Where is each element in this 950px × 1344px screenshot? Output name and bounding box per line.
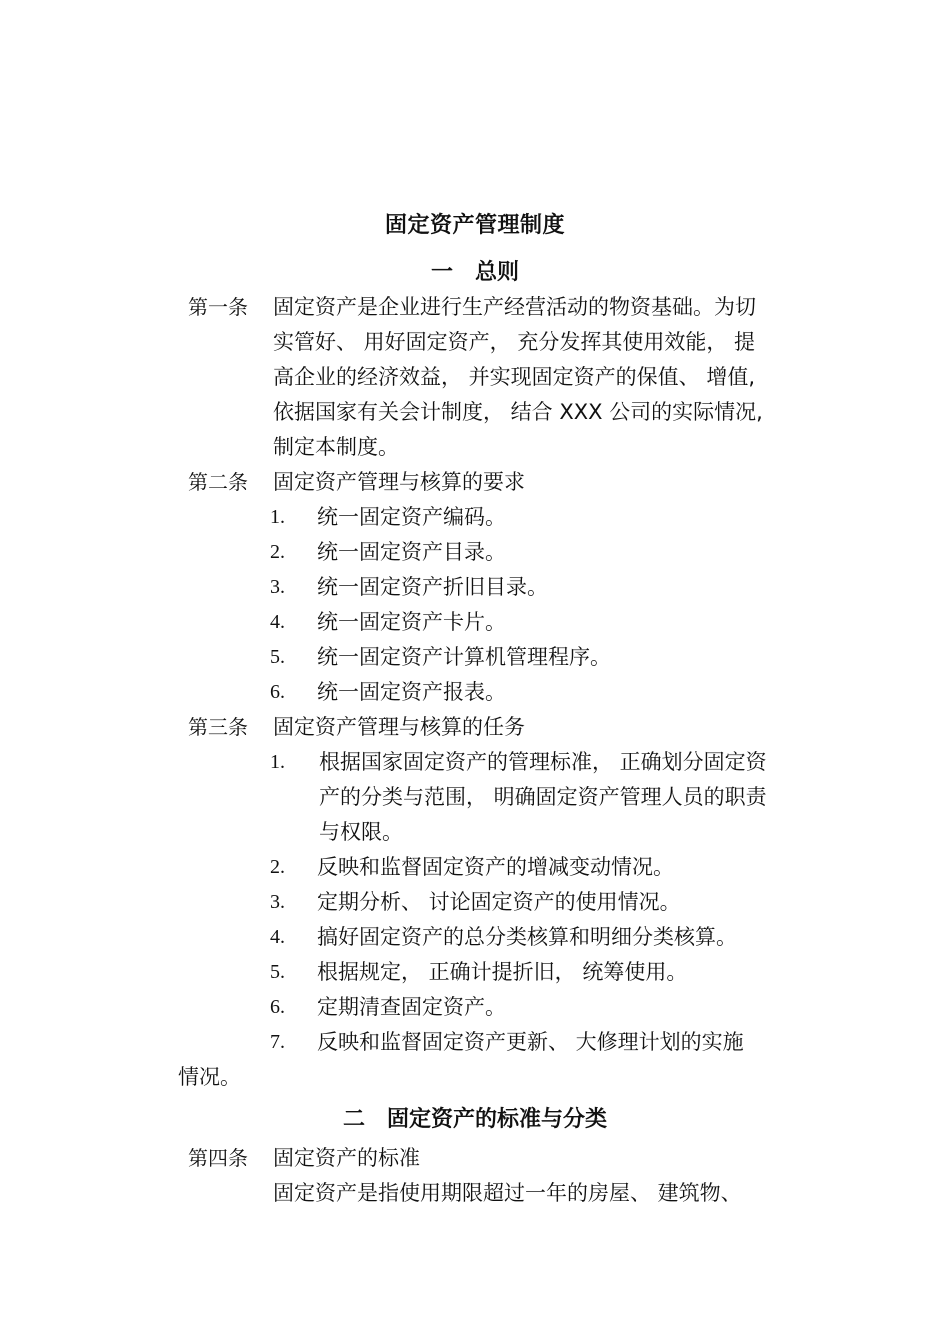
- section-label: 总则: [475, 260, 520, 285]
- list-item: 搞好固定资产的总分类核算和明细分类核算。: [317, 925, 737, 949]
- list-item: 统一固定资产目录。: [317, 540, 506, 564]
- section-heading-2: [0, 1102, 950, 1133]
- list-item-number: 5.: [270, 961, 285, 983]
- article-label: 第一条: [188, 295, 248, 319]
- article-line: 依据国家有关会计制度， 结合 XXX 公司的实际情况,: [273, 400, 763, 424]
- list-item: 统一固定资产折旧目录。: [317, 575, 548, 599]
- list-item-number: 2.: [270, 856, 285, 878]
- article-line: 高企业的经济效益， 并实现固定资产的保值、 增值,: [273, 365, 756, 389]
- list-item-number: 2.: [270, 541, 285, 563]
- list-item: 定期分析、 讨论固定资产的使用情况。: [317, 890, 681, 914]
- list-item-number: 6.: [270, 681, 285, 703]
- article-label: 第三条: [188, 715, 248, 739]
- list-item-continuation: 与权限。: [319, 820, 403, 844]
- article-label: 第二条: [188, 470, 248, 494]
- list-item-number: 5.: [270, 646, 285, 668]
- section-number: 一: [430, 260, 453, 285]
- article-line: 制定本制度。: [273, 435, 399, 459]
- list-item-number: 4.: [270, 926, 285, 948]
- list-item-number: 3.: [270, 891, 285, 913]
- article-label: 第四条: [188, 1146, 248, 1170]
- list-item-number: 7.: [270, 1031, 285, 1053]
- list-item-number: 3.: [270, 576, 285, 598]
- article-heading: 固定资产管理与核算的要求: [273, 470, 525, 494]
- list-item: 统一固定资产卡片。: [317, 610, 506, 634]
- section-number: 二: [342, 1107, 365, 1132]
- list-item-number: 1.: [270, 751, 285, 773]
- list-item: 反映和监督固定资产更新、 大修理计划的实施: [317, 1030, 744, 1054]
- article-line: 实管好、 用好固定资产， 充分发挥其使用效能， 提: [273, 330, 756, 354]
- section-label: 固定资产的标准与分类: [387, 1107, 608, 1132]
- section-heading-1: [0, 255, 950, 286]
- list-item: 定期清查固定资产。: [317, 995, 506, 1019]
- document-title: 固定资产管理制度: [384, 213, 565, 238]
- list-item: 反映和监督固定资产的增减变动情况。: [317, 855, 674, 879]
- list-item: 统一固定资产报表。: [317, 680, 506, 704]
- list-item-continuation: 产的分类与范围， 明确固定资产管理人员的职责: [319, 785, 767, 809]
- list-item-number: 4.: [270, 611, 285, 633]
- article-heading: 固定资产管理与核算的任务: [273, 715, 525, 739]
- article-line: 固定资产是企业进行生产经营活动的物资基础。为切: [273, 295, 756, 319]
- list-item-continuation: 情况。: [178, 1065, 241, 1089]
- list-item: 根据国家固定资产的管理标准， 正确划分固定资: [319, 750, 767, 774]
- list-item-number: 1.: [270, 506, 285, 528]
- article-heading: 固定资产的标准: [273, 1146, 420, 1170]
- article-line: 固定资产是指使用期限超过一年的房屋、 建筑物、: [273, 1181, 742, 1205]
- list-item: 统一固定资产编码。: [317, 505, 506, 529]
- list-item-number: 6.: [270, 996, 285, 1018]
- list-item: 根据规定， 正确计提折旧， 统筹使用。: [317, 960, 688, 984]
- list-item: 统一固定资产计算机管理程序。: [317, 645, 611, 669]
